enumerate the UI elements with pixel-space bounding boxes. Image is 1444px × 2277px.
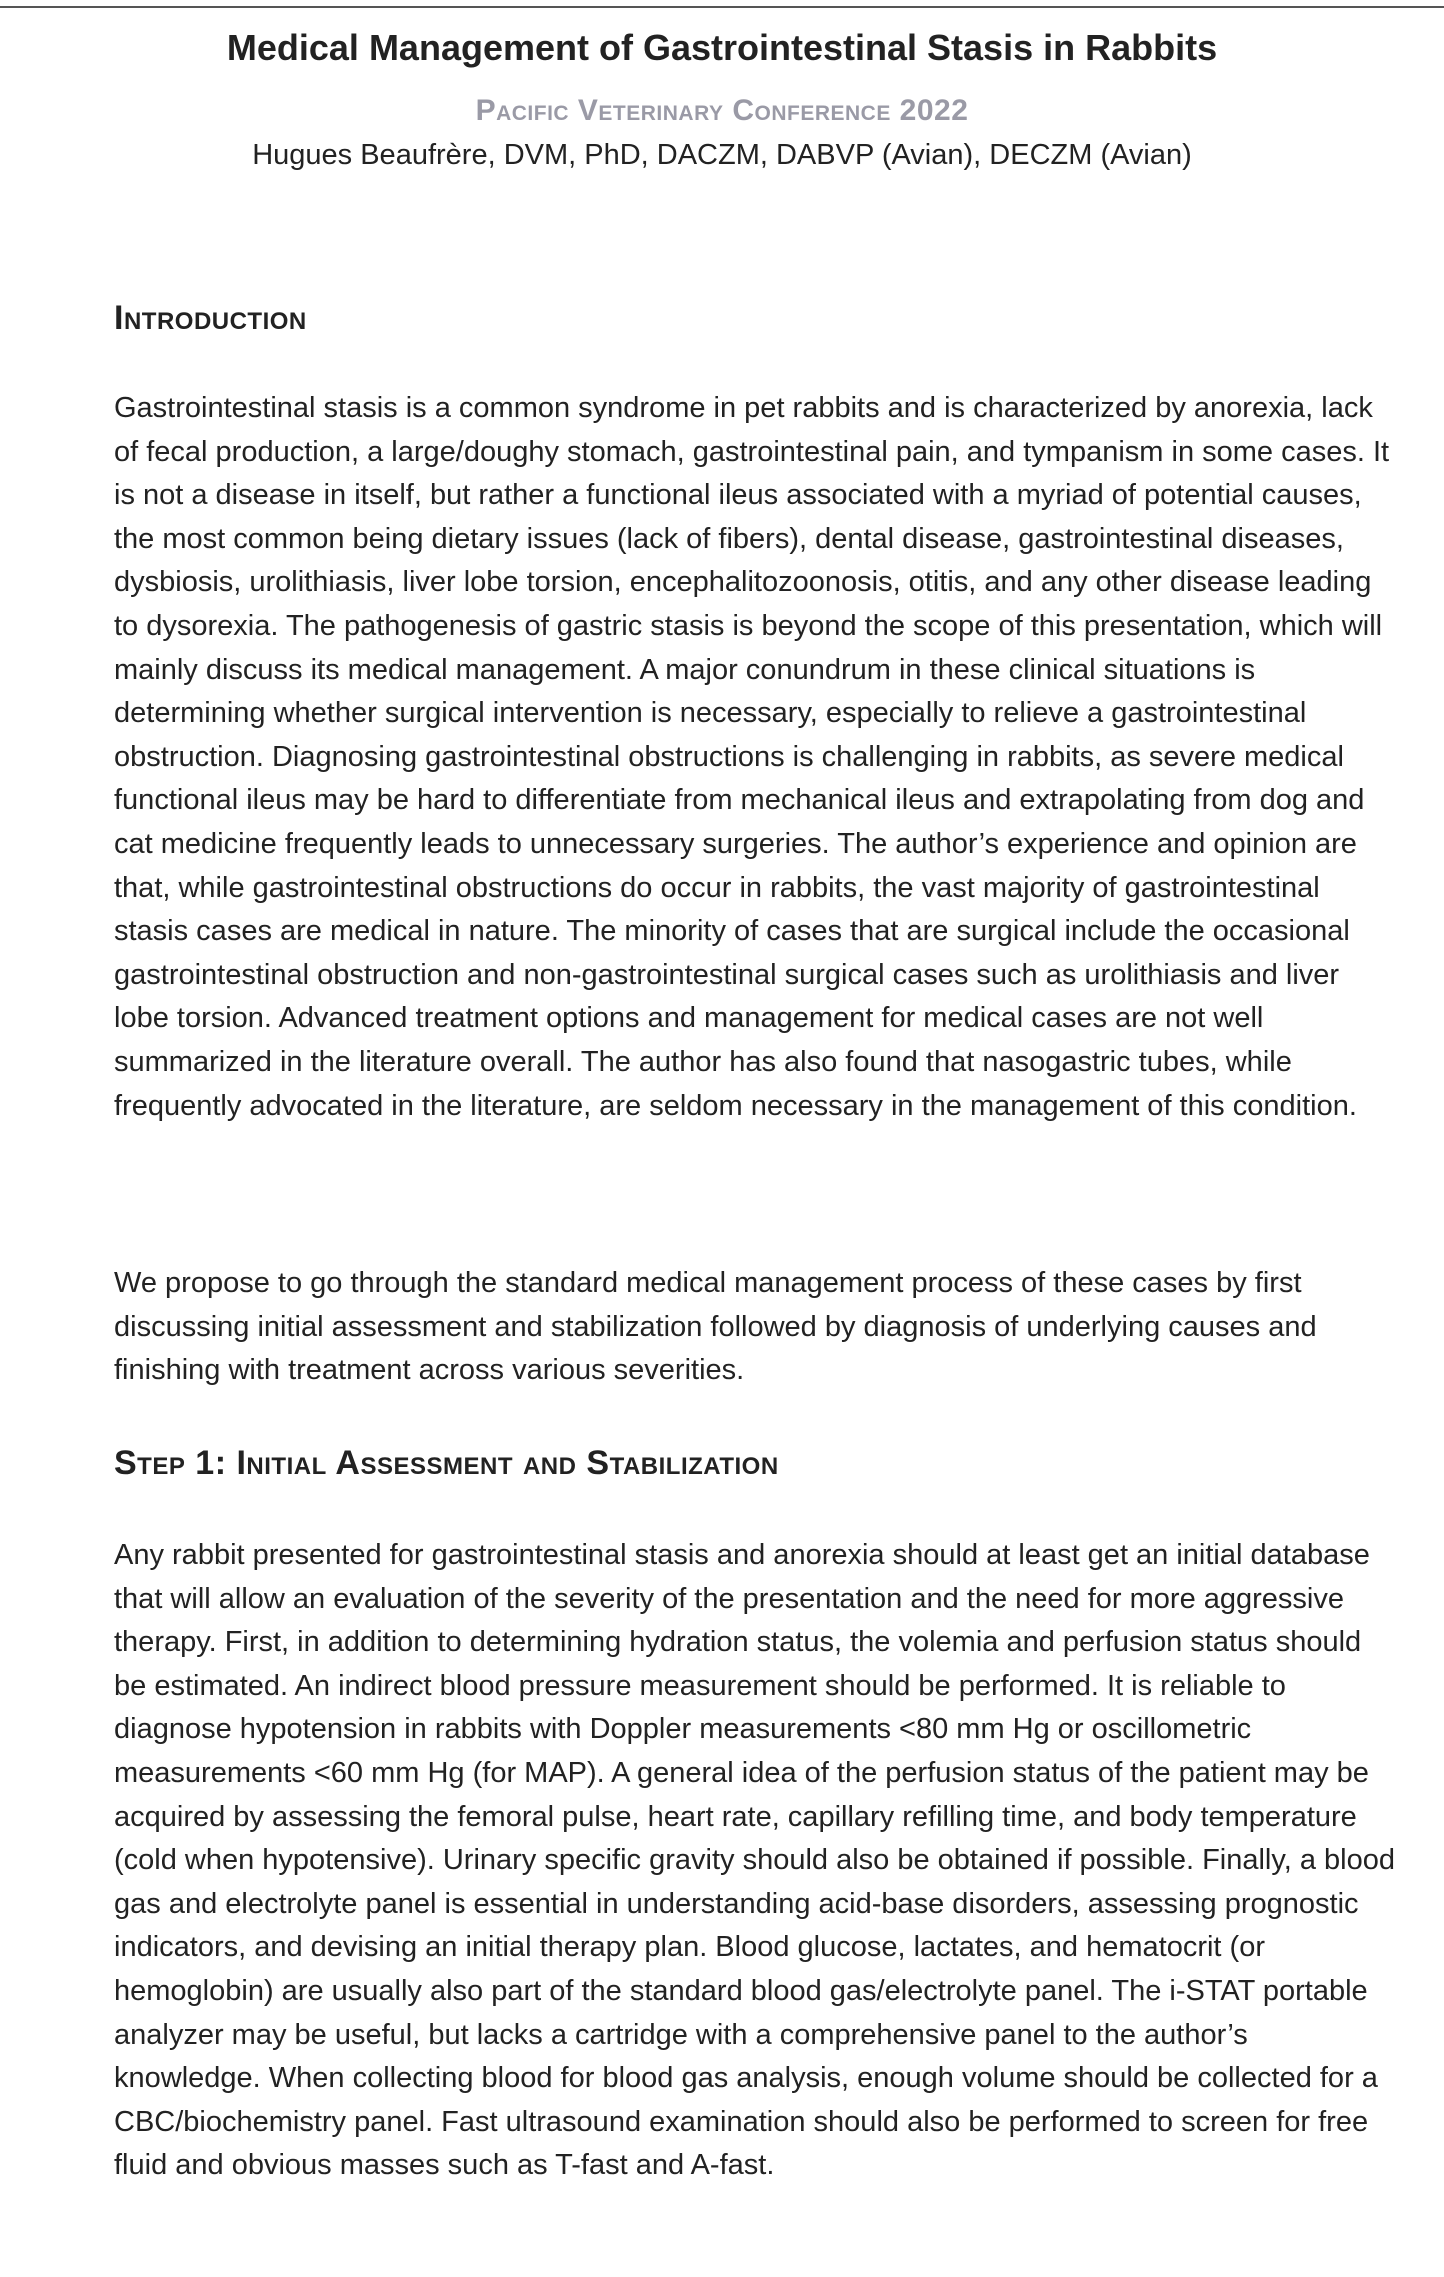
top-rule — [0, 6, 1444, 8]
author-line: Hugues Beaufrère, DVM, PhD, DACZM, DABVP (Avian), DECZM (Avian) — [252, 139, 1192, 171]
section-heading-introduction: Introduction — [114, 299, 307, 337]
document-title: Medical Management of Gastrointestinal Stasis in Rabbits — [226, 27, 1218, 68]
introduction-paragraph-2: We propose to go through the standard medical management process of these cases by first discussing initial assessment and stabilization followed by diagnosis of underlying causes and finishing with treatment across various severities. — [114, 1267, 1317, 1387]
conference-name: Pacific Veterinary Conference 2022 — [475, 94, 969, 127]
introduction-paragraph-1: Gastrointestinal stasis is a common syndrome in pet rabbits and is characterized by anorexia, lack of fecal production, a large/doughy stomach, gastrointestinal pain, and tympanism in some cases. It is not a disease in itself, but rather a functional ileus associated with a myriad of potential causes, the most common being dietary issues (lack of fibers), dental disease, gastrointestinal diseases, dysbiosis, urolithiasis, liver lobe torsion, encephalitozoonosis, otitis, and any other disease leading to dysorexia. The pathogenesis of gastric stasis is beyond the scope of this presentation, which will mainly discuss its medical management. A major conundrum in these clinical situations is determining whether surgical intervention is necessary, especially to relieve a gastrointestinal obstruction. Diagnosing gastrointestinal obstructions is challenging in rabbits, as severe medical functional ileus may be hard to differentiate from mechanical ileus and extrapolating from dog and cat medicine frequently leads to unnecessary surgeries. The author’s experience and opinion are that, while gastrointestinal obstructions do occur in rabbits, the vast majority of gastrointestinal stasis cases are medical in nature. The minority of cases that are surgical include the occasional gastrointestinal obstruction and non-gastrointestinal surgical cases such as urolithiasis and liver lobe torsion. Advanced treatment options and management for medical cases are not well summarized in the literature overall. The author has also found that nasogastric tubes, while frequently advocated in the literature, are seldom necessary in the management of this condition. — [114, 392, 1390, 1122]
section-heading-step-1: Step 1: Initial Assessment and Stabilization — [114, 1444, 779, 1482]
document-header — [0, 24, 1444, 174]
step-1-paragraph-1: Any rabbit presented for gastrointestinal stasis and anorexia should at least get an initial database that will allow an evaluation of the severity of the presentation and the need for more aggressive therapy. First, in addition to determining hydration status, the volemia and perfusion status should be estimated. An indirect blood pressure measurement should be performed. It is reliable to diagnose hypotension in rabbits with Doppler measurements <80 mm Hg or oscillometric measurements <60 mm Hg (for MAP). A general idea of the perfusion status of the patient may be acquired by assessing the femoral pulse, heart rate, capillary refilling time, and body temperature (cold when hypotensive). Urinary specific gravity should also be obtained if possible. Finally, a blood gas and electrolyte panel is essential in understanding acid-base disorders, assessing prognostic indicators, and devising an initial therapy plan. Blood glucose, lactates, and hematocrit (or hemoglobin) are usually also part of the standard blood gas/electrolyte panel. The i-STAT portable analyzer may be useful, but lacks a cartridge with a comprehensive panel to the author’s knowledge. When collecting blood for blood gas analysis, enough volume should be collected for a CBC/biochemistry panel. Fast ultrasound examination should also be performed to screen for free fluid and obvious masses such as T-fast and A-fast. — [114, 1539, 1395, 2182]
